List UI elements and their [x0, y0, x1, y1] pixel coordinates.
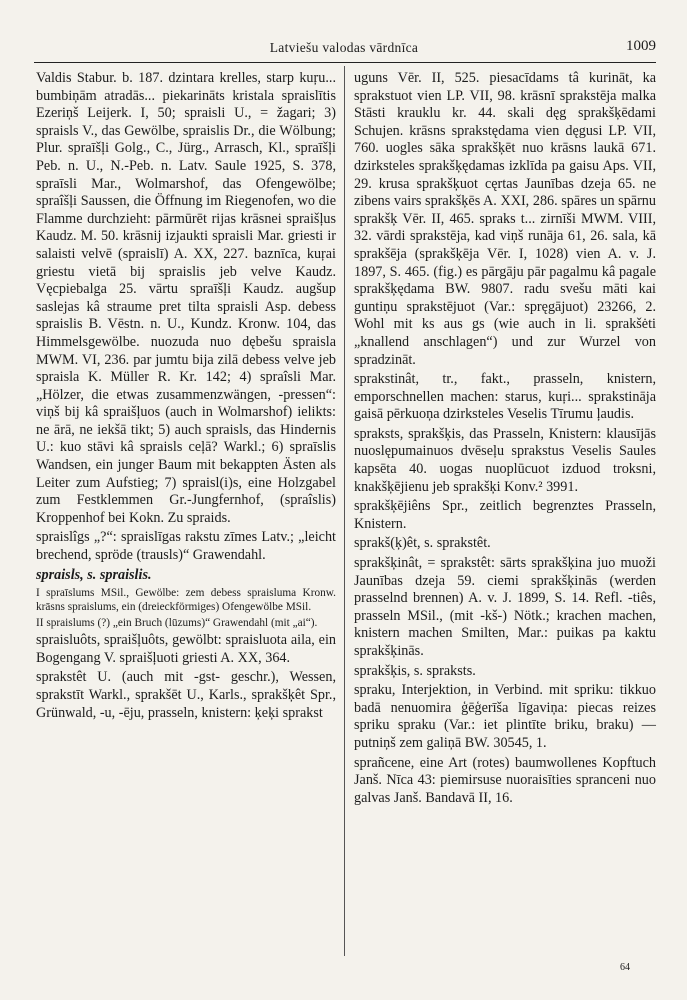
entry-spraku: spraku, Interjektion, in Verbind. mit spriku: tikkuo badā nenuomira ģēģerīša līgaviņa: piecas reizes spriku spraku (Var.: iet plintīte briku, braku) — putniņš zem galiņā BW. 30545, 1. [354, 682, 656, 751]
entry-sprakskinat: sprakšķinât, = sprakstêt: sārts sprakšķina juo muoži Jaunības dzeja 59. ciemi sprakšķinās (werden prasselnd brennen) A. v. J. 1899, S. 14. Refl. -tiês, prasseln MSil., (mit -kš-) Nötk.; krachen machen, knistern machen Smilten, Mar.: puikas pa kaktu sprakšķinās. [354, 555, 656, 659]
entry-spraislums-2: II spraislums (?) „ein Bruch (lūzums)“ Grawendahl (mit „ai“). [36, 617, 318, 630]
entry-sprakskejiens: sprakšķējiêns Spr., zeitlich begrenztes Prasseln, Knistern. [354, 498, 656, 532]
page-header [32, 38, 656, 60]
dictionary-title: Latviešu valodas vārdnīca [269, 40, 419, 55]
column-divider [344, 66, 345, 956]
entry-spraislums-1: I spraīslums MSil., Gewölbe: zem debess spraisluma Kronw. krāsns spraislums, ein (dreieckförmiges) Ofengewölbe MSil. [36, 587, 336, 614]
entry-sprakstinat: sprakstinât, tr., fakt., prasseln, knistern, emporschnellen machen: starus, kuŗi... sprakstināja gaisā pērkuoņa dzirksteles Veselis Tīrumu ļaudis. [354, 371, 656, 423]
sheet-signature: 64 [620, 962, 630, 973]
entry-sprakstet-continued: uguns Vēr. II, 525. piesacīdams tâ kurināt, ka sprakstuot vien LP. VII, 98. krāsnī sprakstēja malka Stāsti krauklu kr. 44. skali dęg sprakšķēdami Schujen. krāsns sprakstędama vien dęgusi LP. VII, 760. uogles sāka sprakšķēt nuo krāsns laukā 671. dzirksteles sprakšķędamas izklīda pa gaisu Aps. VII, 29. krusa sprakšķuot cęrtas Jaunības dzeja 65. ne zibens vairs sprakšķēs A. XXI, 286. spāres un spārnu sprakšķ Vēr. II, 465. spraks t... zirnīši MWM. VIII, 32. vārdi sprakstēja, kad viņš runāja 61, 26. sala, kā sprakšēja (sprakšķēja Vēr. I, 1028) vien A. v. J. 1897, S. 465. (fig.) es pārgāju pār pagalmu kâ pagale sprakšķędama BW. 9807. radu svešu māti kai guntiņu sprakstējuot (Var.: spręgājuot) 23266, 2. Wohl mit ks aus gs (wie auch in li. sprakšėti „knallend anschlagen“) und zur Wurzel von spradzināt. [354, 70, 656, 368]
right-column [354, 70, 656, 807]
entry-spraksts: spraksts, sprakšķis, das Prasseln, Knistern: klausījās nuoslępumainuos dvēseļu sprakstus Veselis Saules kapsēta 40. uogas nuoplūcuot izduod troksni, knakšķējienu jeb sprakšķi Konv.² 3991. [354, 425, 656, 495]
entry-sprancene: sprañcene, eine Art (rotes) baumwollenes Kopftuch Janš. Nīca 43: piemirsuse nuoraisīties spranceni nuo galvas Janš. Bandavā II, 16. [354, 754, 656, 806]
entry-spraksket: sprakš(ķ)êt, s. sprakstêt. [354, 535, 491, 552]
entry-spraisls: spraisls, s. spraislis. [36, 566, 152, 583]
entry-sprakstet: sprakstêt U. (auch mit -gst- geschr.), Wessen, sprakstīt Warkl., sprakšēt U., Karls., sprakšķêt Spr., Grünwald, -u, -ēju, prasseln, knistern: ķeķi sprakst [36, 669, 336, 721]
entry-continuation: Valdis Stabur. b. 187. dzintara krelles, starp kuŗu... bumbiņām atradās... piekarināts kristala spraislītis Ezeriņš Leijerk. I, 50; spraisli U., = žagari; 3) spraisls V., das Gewölbe, spraislis Dr., die Wölbung; Plur. spraīšļi Golg., C., Jürg., Arrasch, Kl., spraīšļi Peb. n. U., N.-Peb. n. Latv. Saule 1925, S. 378, spraīsli Mar., Wolmarshof, das Ofengewölbe; spraîšļi Saussen, die Öffnung im Riegenofen, wo die Flamme durchzieht: pārmūrēt rijas krāsnei spraišļus Kaudz. M. 50. krāsnij izjaukti spraisli Mar. griesti ir salaisti velvē (spraislī) A. XX, 227. baznīca, kuŗai griestu vietā bij spraislis jeb velve Kaudz. Vęcpiebalga 25. vārtu spraīšļi Kaudz. augšup saslejas kâ straume pret tilta spraisli Asp. debess spraislis B. Vēstn. n. U., Kundz. Kronw. 104, das Himmelsgewölbe. nuozuda nuo dębešu spraisla MWM. VI, 236. par jumtu bija zilā debess velve jeb spraisla K. Müller R. Kr. 142; 4) spraîsli Mar. „Hölzer, die etwas zusammenzwängen, -pressen“: viņš bij kâ spraišļuos (auch in Wolmarshof) ielikts: ne ārā, ne iekšā tikt; 5) auch spraisls, das Hindernis U.: kuo stāvi kâ spraisls ceļā? Warkl.; 6) spraīslis Wandsen, ein junger Baum mit bekappten Ästen als Leiter zum Aufstieg; 7) spraisl(i)s, eine Holzgabel zum Festklemmen Gr.-Jungfernhof, (spraîslis) Kroppenhof bei Kokn. Zu spraids. [36, 70, 336, 526]
page-number: 1009 [626, 38, 656, 54]
header-rule [34, 62, 656, 63]
entry-spraisligs: spraislîgs „?“: spraislīgas rakstu zīmes Latv.; „leicht brechend, spröde (trausls)“ Grawendahl. [36, 529, 336, 564]
entry-sprakskis: sprakšķis, s. spraksts. [354, 662, 476, 679]
left-column [36, 70, 336, 722]
entry-spraisluots: spraisluôts, spraišļuôts, gewölbt: spraisluota aila, ein Bogengang V. spraišļuoti griesti A. XX, 364. [36, 632, 336, 666]
